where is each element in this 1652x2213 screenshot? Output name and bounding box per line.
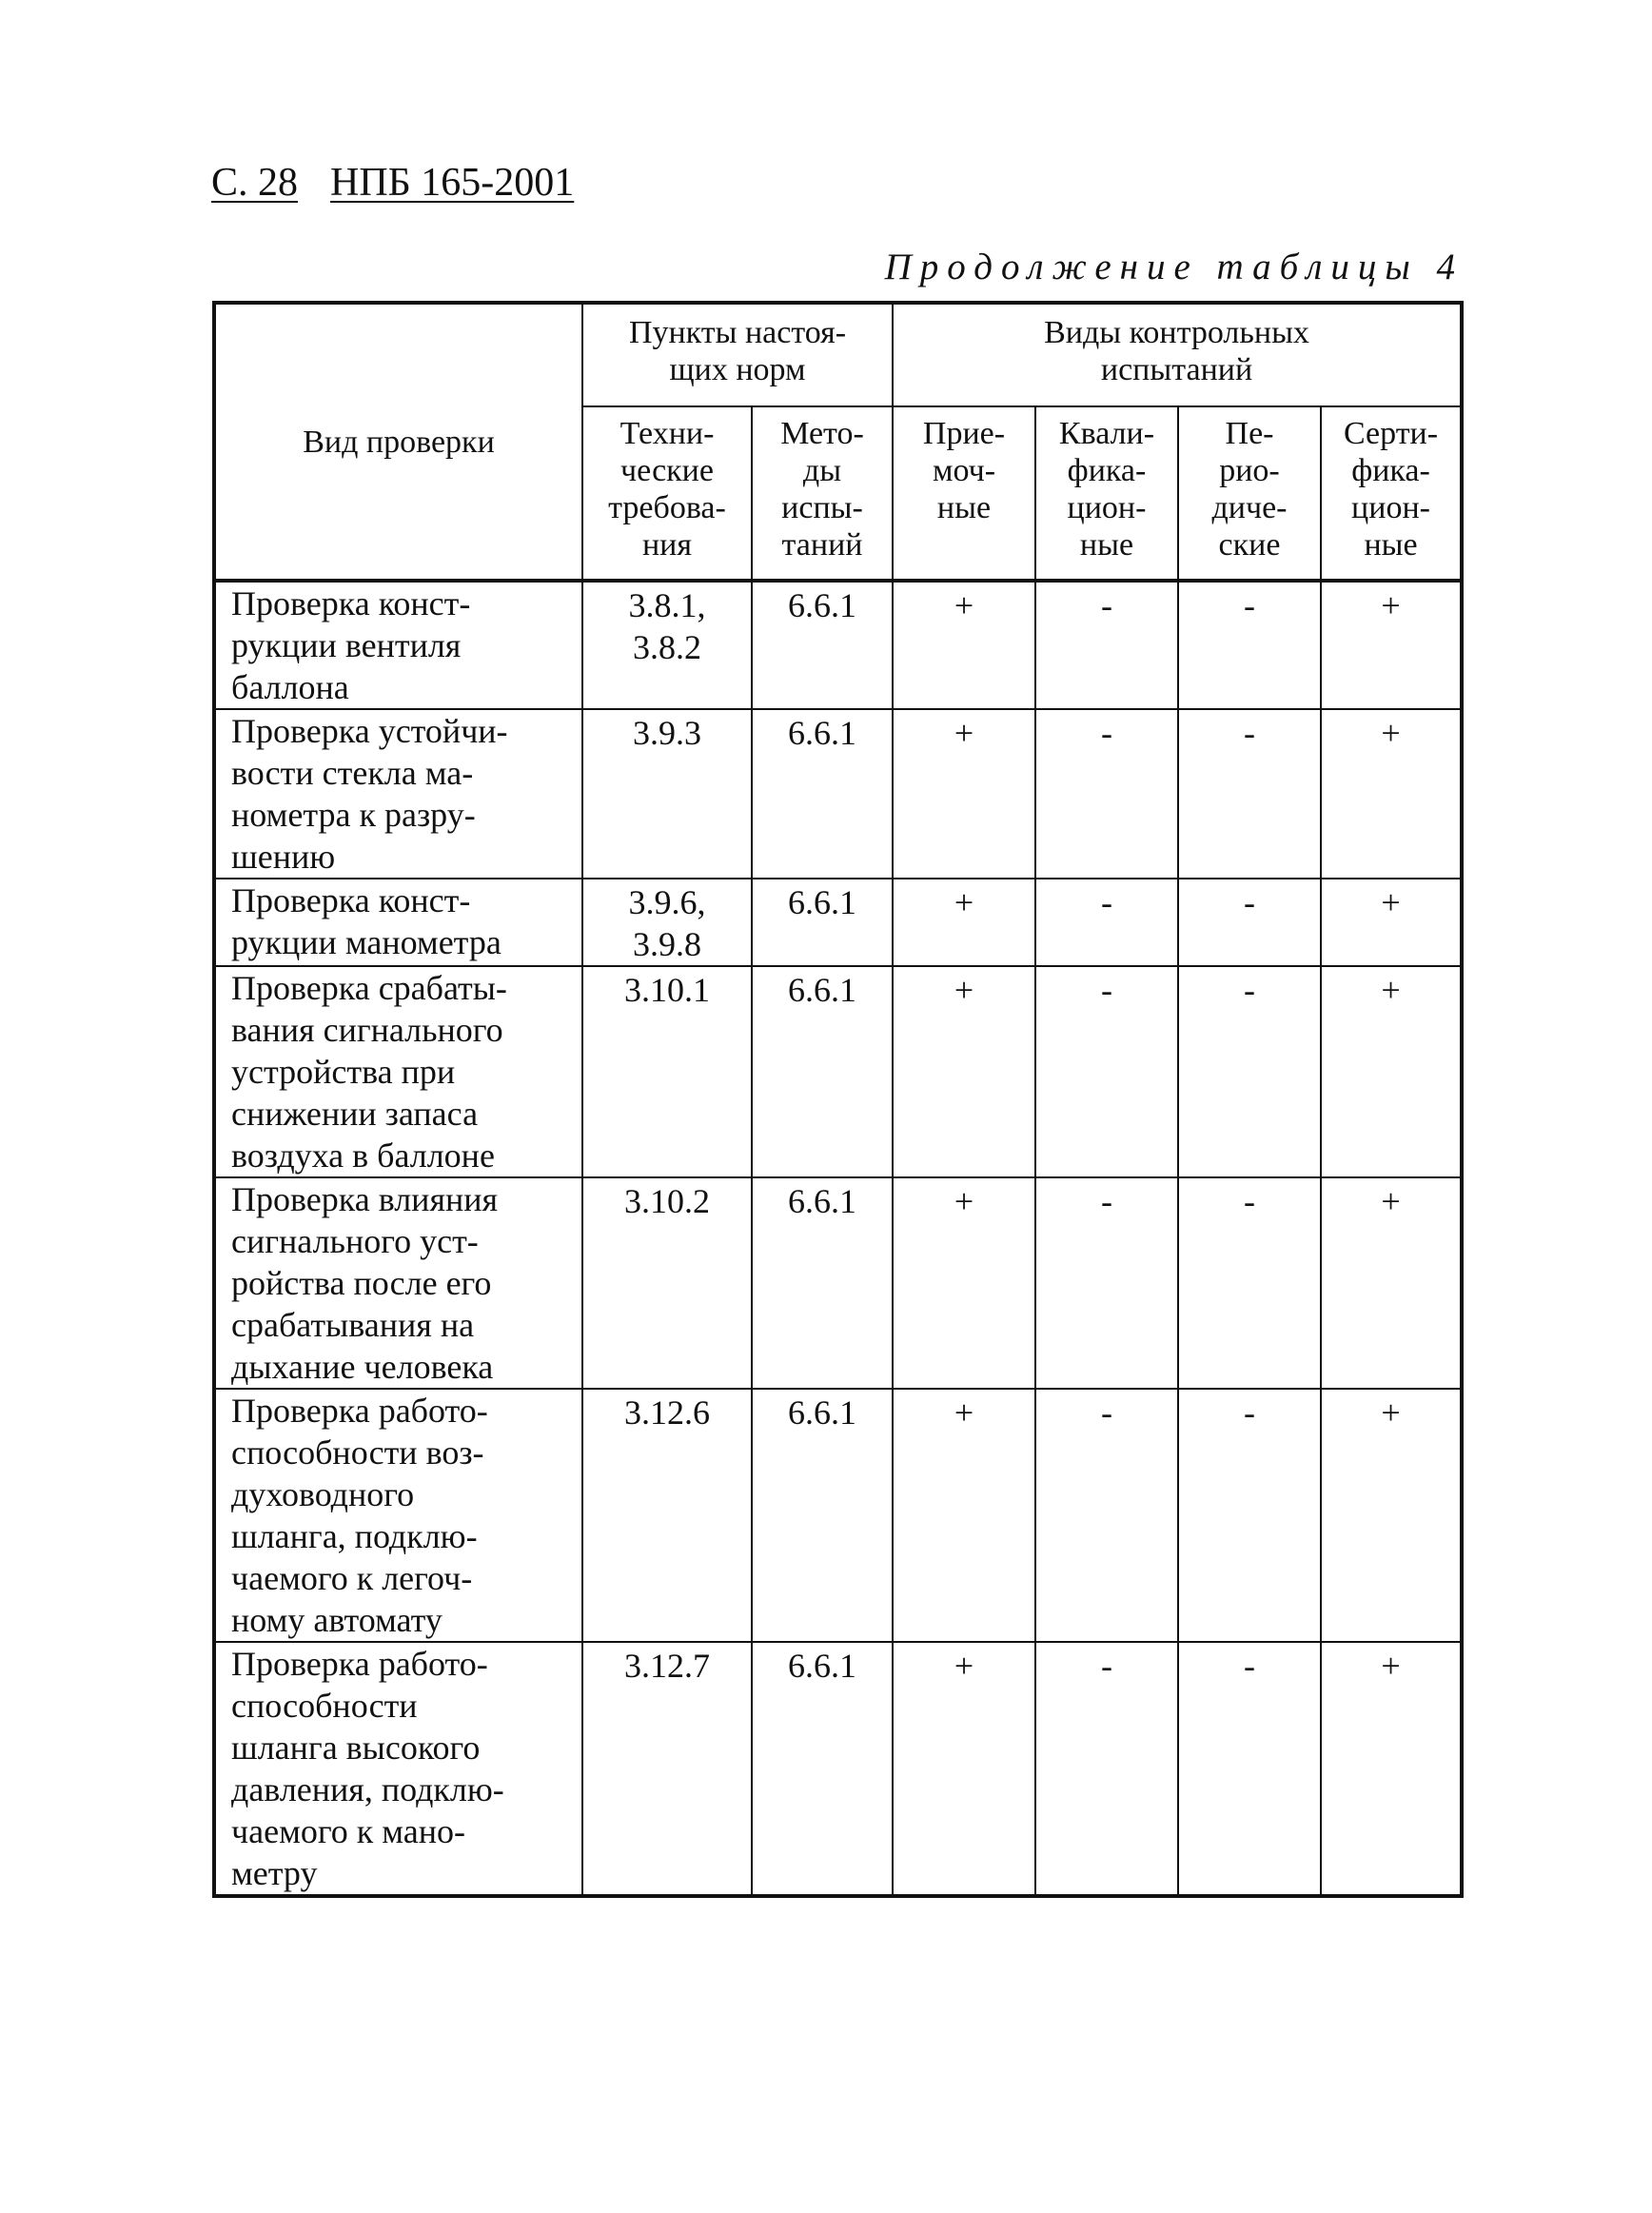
- periodic-cell: -: [1178, 966, 1321, 1177]
- qualification-cell: -: [1035, 1642, 1178, 1896]
- periodic-cell: -: [1178, 879, 1321, 966]
- certification-cell: +: [1321, 1642, 1462, 1896]
- table-row: [214, 709, 1462, 879]
- certification-cell: +: [1321, 581, 1462, 709]
- test-methods-cell: 6.6.1: [752, 1642, 893, 1896]
- check-name-cell: Проверка устойчи- вости стекла ма- нометра к разру- шению: [214, 709, 582, 879]
- acceptance-cell: +: [893, 966, 1035, 1177]
- table-continuation-caption: Продолжение таблицы 4: [884, 247, 1464, 287]
- qualification-cell: -: [1035, 1389, 1178, 1642]
- page-header: [211, 160, 574, 206]
- test-methods-cell: 6.6.1: [752, 1177, 893, 1389]
- qualification-cell: -: [1035, 1177, 1178, 1389]
- acceptance-cell: +: [893, 581, 1035, 709]
- tech-requirements-cell: 3.12.6: [582, 1389, 752, 1642]
- test-methods-cell: 6.6.1: [752, 709, 893, 879]
- inspection-table: [212, 301, 1464, 1898]
- acceptance-cell: +: [893, 879, 1035, 966]
- table-row: [214, 966, 1462, 1177]
- check-name-cell: Проверка конст- рукции вентиля баллона: [214, 581, 582, 709]
- header-test-methods: Мето- ды испы- таний: [752, 406, 893, 581]
- tech-requirements-cell: 3.9.3: [582, 709, 752, 879]
- table-row: [214, 879, 1462, 966]
- header-row-groups: [214, 303, 1462, 406]
- qualification-cell: -: [1035, 966, 1178, 1177]
- certification-cell: +: [1321, 879, 1462, 966]
- check-name-cell: Проверка работо- способности шланга высокого давления, подклю- чаемого к мано- метру: [214, 1642, 582, 1896]
- header-tech-requirements: Техни- ческие требова- ния: [582, 406, 752, 581]
- certification-cell: +: [1321, 1389, 1462, 1642]
- tech-requirements-cell: 3.10.2: [582, 1177, 752, 1389]
- tech-requirements-cell: 3.12.7: [582, 1642, 752, 1896]
- table-row: [214, 1389, 1462, 1642]
- check-name-cell: Проверка конст- рукции манометра: [214, 879, 582, 966]
- certification-cell: +: [1321, 1177, 1462, 1389]
- header-periodic: Пе- рио- диче- ские: [1178, 406, 1321, 581]
- tech-requirements-cell: 3.8.1, 3.8.2: [582, 581, 752, 709]
- tech-requirements-cell: 3.10.1: [582, 966, 752, 1177]
- tech-requirements-cell: 3.9.6, 3.9.8: [582, 879, 752, 966]
- header-qualification: Квали- фика- цион- ные: [1035, 406, 1178, 581]
- test-methods-cell: 6.6.1: [752, 581, 893, 709]
- periodic-cell: -: [1178, 709, 1321, 879]
- periodic-cell: -: [1178, 581, 1321, 709]
- certification-cell: +: [1321, 966, 1462, 1177]
- check-name-cell: Проверка работо- способности воз- духоводного шланга, подклю- чаемого к легоч- ному автомату: [214, 1389, 582, 1642]
- periodic-cell: -: [1178, 1389, 1321, 1642]
- header-points-group: Пункты настоя- щих норм: [582, 303, 893, 406]
- qualification-cell: -: [1035, 581, 1178, 709]
- test-methods-cell: 6.6.1: [752, 1389, 893, 1642]
- acceptance-cell: +: [893, 709, 1035, 879]
- header-tests-group: Виды контрольных испытаний: [893, 303, 1462, 406]
- acceptance-cell: +: [893, 1389, 1035, 1642]
- acceptance-cell: +: [893, 1177, 1035, 1389]
- document-code: НПБ 165-2001: [330, 161, 575, 205]
- check-name-cell: Проверка срабаты- вания сигнального устройства при снижении запаса воздуха в баллоне: [214, 966, 582, 1177]
- test-methods-cell: 6.6.1: [752, 879, 893, 966]
- table-row: [214, 1642, 1462, 1896]
- table-row: [214, 1177, 1462, 1389]
- periodic-cell: -: [1178, 1642, 1321, 1896]
- page-number: С. 28: [211, 161, 299, 205]
- certification-cell: +: [1321, 709, 1462, 879]
- header-acceptance: Прие- моч- ные: [893, 406, 1035, 581]
- qualification-cell: -: [1035, 879, 1178, 966]
- header-check-type: Вид проверки: [214, 303, 582, 581]
- table-body: [214, 581, 1462, 1896]
- test-methods-cell: 6.6.1: [752, 966, 893, 1177]
- acceptance-cell: +: [893, 1642, 1035, 1896]
- table-header: [214, 303, 1462, 581]
- periodic-cell: -: [1178, 1177, 1321, 1389]
- check-name-cell: Проверка влияния сигнального уст- ройства после его срабатывания на дыхание человека: [214, 1177, 582, 1389]
- qualification-cell: -: [1035, 709, 1178, 879]
- table-row: [214, 581, 1462, 709]
- header-certification: Серти- фика- цион- ные: [1321, 406, 1462, 581]
